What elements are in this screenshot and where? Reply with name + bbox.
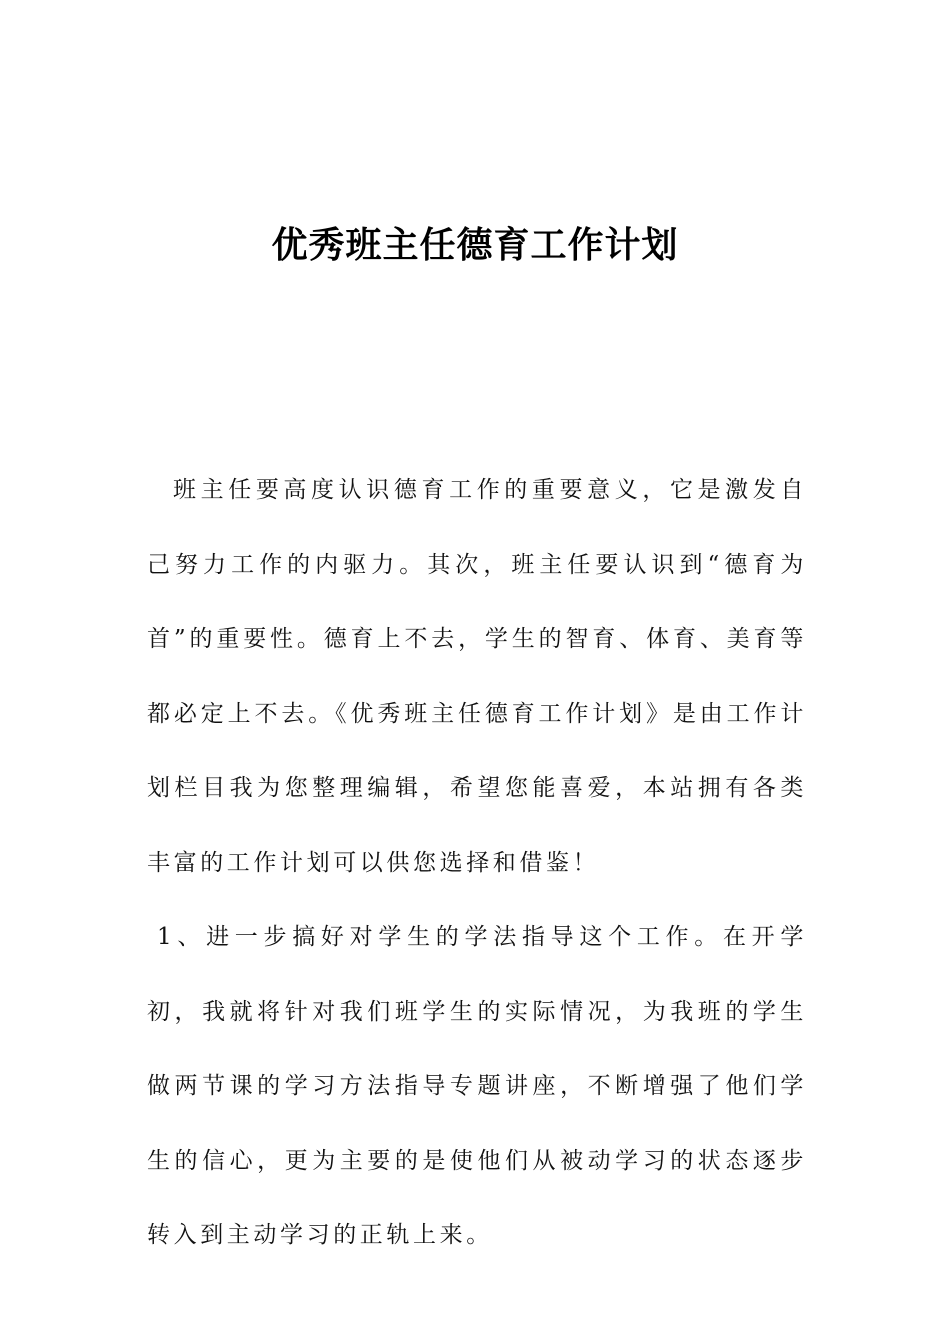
list-item-paragraph: 1、进一步搞好对学生的学法指导这个工作。在开学初，我就将针对我们班学生的实际情况，为我班的学生做两节课的学习方法指导专题讲座，不断增强了他们学生的信心，更为主要的是使他们从被动学习的状态逐步转入到主动学习的正轨上来。 [147, 924, 807, 1248]
document-title: 优秀班主任德育工作计划 [271, 225, 679, 266]
document-body [147, 453, 807, 1273]
intro-paragraph: 班主任要高度认识德育工作的重要意义，它是激发自己努力工作的内驱力。其次，班主任要认识到“德育为首”的重要性。德育上不去，学生的智育、体育、美育等都必定上不去。《优秀班主任德育工作计划》是由工作计划栏目我为您整理编辑，希望您能喜爱，本站拥有各类丰富的工作计划可以供您选择和借鉴！ [147, 477, 807, 876]
